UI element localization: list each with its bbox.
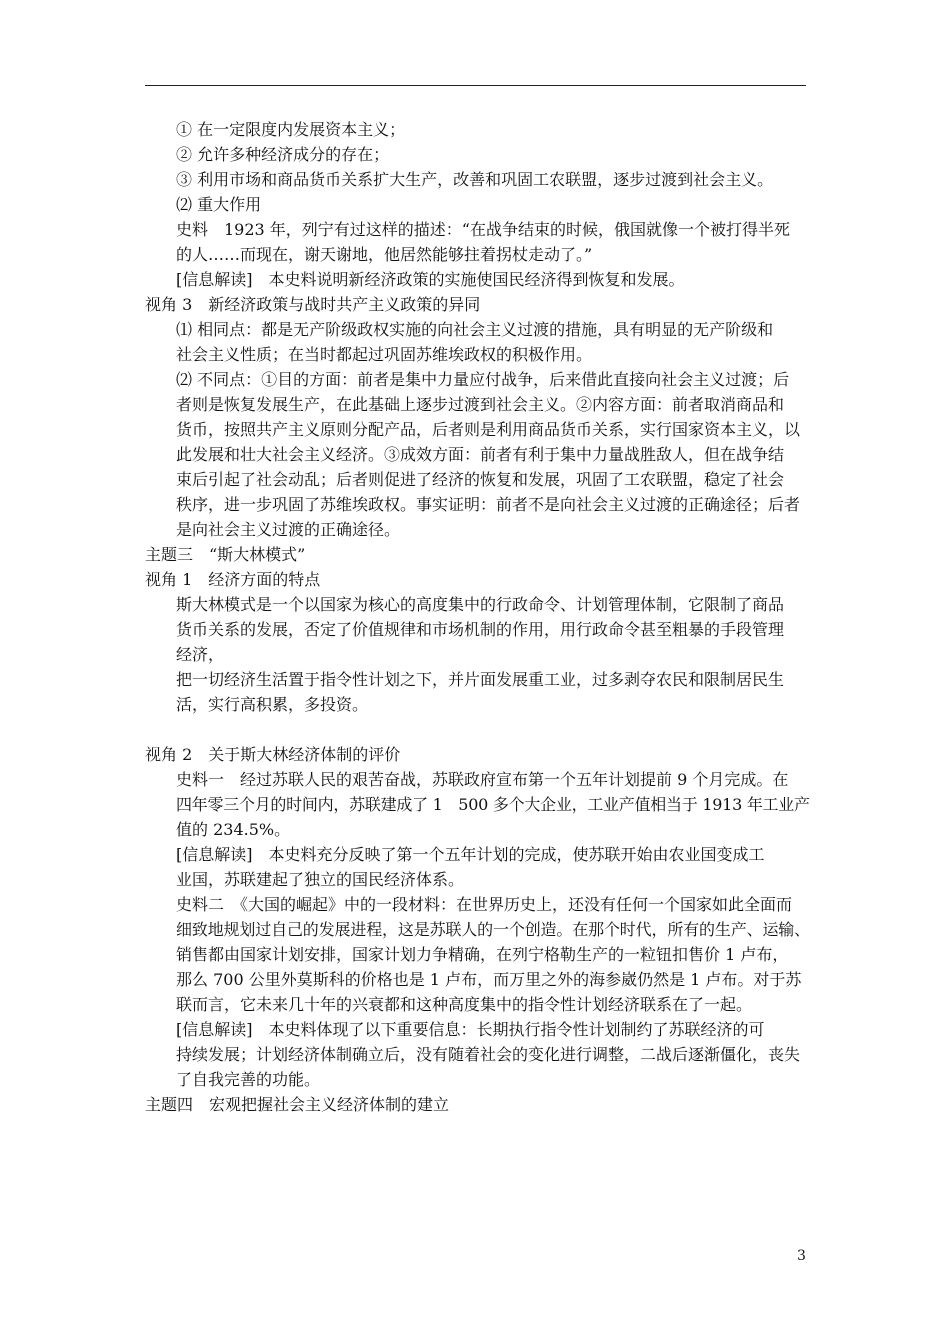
text-line: ⑴ 相同点：都是无产阶级政权实施的向社会主义过渡的措施，具有明显的无产阶级和	[176, 320, 774, 339]
text-line: 视角 2 关于斯大林经济体制的评价	[145, 745, 401, 764]
text-line: 活，实行高积累，多投资。	[176, 695, 369, 714]
text-line: 社会主义性质；在当时都起过巩固苏维埃政权的积极作用。	[176, 345, 593, 364]
text-line: 四年零三个月的时间内，苏联建成了 1 500 多个大企业，工业产值相当于 1913 年工业产	[176, 795, 810, 814]
text-line: 主题三 “斯大林模式”	[145, 545, 306, 564]
text-line: 经济，	[176, 645, 225, 664]
text-line: 视角 1 经济方面的特点	[145, 570, 321, 589]
blank-line	[145, 717, 810, 742]
text-line: 业国，苏联建起了独立的国民经济体系。	[176, 870, 465, 889]
text-line: ⑵ 不同点：①目的方面：前者是集中力量应付战争，后来借此直接向社会主义过渡；后	[176, 370, 790, 389]
text-line: 束后引起了社会动乱；后者则促进了经济的恢复和发展，巩固了工农联盟，稳定了社会	[176, 470, 785, 489]
page-number: 3	[797, 1248, 806, 1264]
text-line: ① 在一定限度内发展资本主义；	[176, 120, 406, 139]
header-rule	[145, 85, 806, 86]
text-line: 秩序，进一步巩固了苏维埃政权。事实证明：前者不是向社会主义过渡的正确途径；后者	[176, 495, 801, 514]
text-line: 视角 3 新经济政策与战时共产主义政策的异同	[145, 295, 481, 314]
text-line: 的人……而现在，谢天谢地，他居然能够拄着拐杖走动了。”	[176, 245, 593, 264]
document-body	[145, 117, 810, 1117]
text-line: [信息解读] 本史料充分反映了第一个五年计划的完成，使苏联开始由农业国变成工	[176, 845, 765, 864]
text-line: [信息解读] 本史料说明新经济政策的实施使国民经济得到恢复和发展。	[176, 270, 685, 289]
text-line: 货币关系的发展，否定了价值规律和市场机制的作用，用行政命令甚至粗暴的手段管理	[176, 620, 785, 639]
text-line: 了自我完善的功能。	[176, 1070, 321, 1089]
text-line: 细致地规划过自己的发展进程，这是苏联人的一个创造。在那个时代，所有的生产、运输、	[176, 920, 811, 939]
text-line: 销售都由国家计划安排，国家计划力争精确，在列宁格勒生产的一粒钮扣售价 1 卢布，	[176, 945, 789, 964]
text-line: [信息解读] 本史料体现了以下重要信息：长期执行指令性计划制约了苏联经济的可	[176, 1020, 765, 1039]
text-line: ③ 利用市场和商品货币关系扩大生产，改善和巩固工农联盟，逐步过渡到社会主义。	[176, 170, 774, 189]
text-line: 那么 700 公里外莫斯科的价格也是 1 卢布，而万里之外的海参崴仍然是 1 卢布。对于苏	[176, 970, 802, 989]
text-line: 货币，按照共产主义原则分配产品，后者则是利用商品货币关系，实行国家资本主义，以	[176, 420, 801, 439]
text-line: ⑵ 重大作用	[176, 195, 262, 214]
text-line: 史料 1923 年，列宁有过这样的描述：“在战争结束的时候，俄国就像一个被打得半死	[176, 220, 790, 239]
text-line: 联而言，它未来几十年的兴衰都和这种高度集中的指令性计划经济联系在了一起。	[176, 995, 753, 1014]
text-line: 持续发展；计划经济体制确立后，没有随着社会的变化进行调整，二战后逐渐僵化，丧失	[176, 1045, 801, 1064]
text-line: 者则是恢复发展生产，在此基础上逐步过渡到社会主义。②内容方面：前者取消商品和	[176, 395, 785, 414]
text-line: ② 允许多种经济成分的存在；	[176, 145, 390, 164]
text-line: 此发展和壮大社会主义经济。③成效方面：前者有利于集中力量战胜敌人，但在战争结	[176, 445, 785, 464]
text-line: 是向社会主义过渡的正确途径。	[176, 520, 401, 539]
text-line: 斯大林模式是一个以国家为核心的高度集中的行政命令、计划管理体制，它限制了商品	[176, 595, 785, 614]
text-line: 值的 234.5%。	[176, 820, 291, 839]
text-line: 史料一 经过苏联人民的艰苦奋战，苏联政府宣布第一个五年计划提前 9 个月完成。在	[176, 770, 789, 789]
text-line: 史料二 《大国的崛起》中的一段材料：在世界历史上，还没有任何一个国家如此全面而	[176, 895, 793, 914]
text-line: 把一切经济生活置于指令性计划之下，并片面发展重工业，过多剥夺农民和限制居民生	[176, 670, 785, 689]
text-line: 主题四 宏观把握社会主义经济体制的建立	[145, 1095, 450, 1114]
